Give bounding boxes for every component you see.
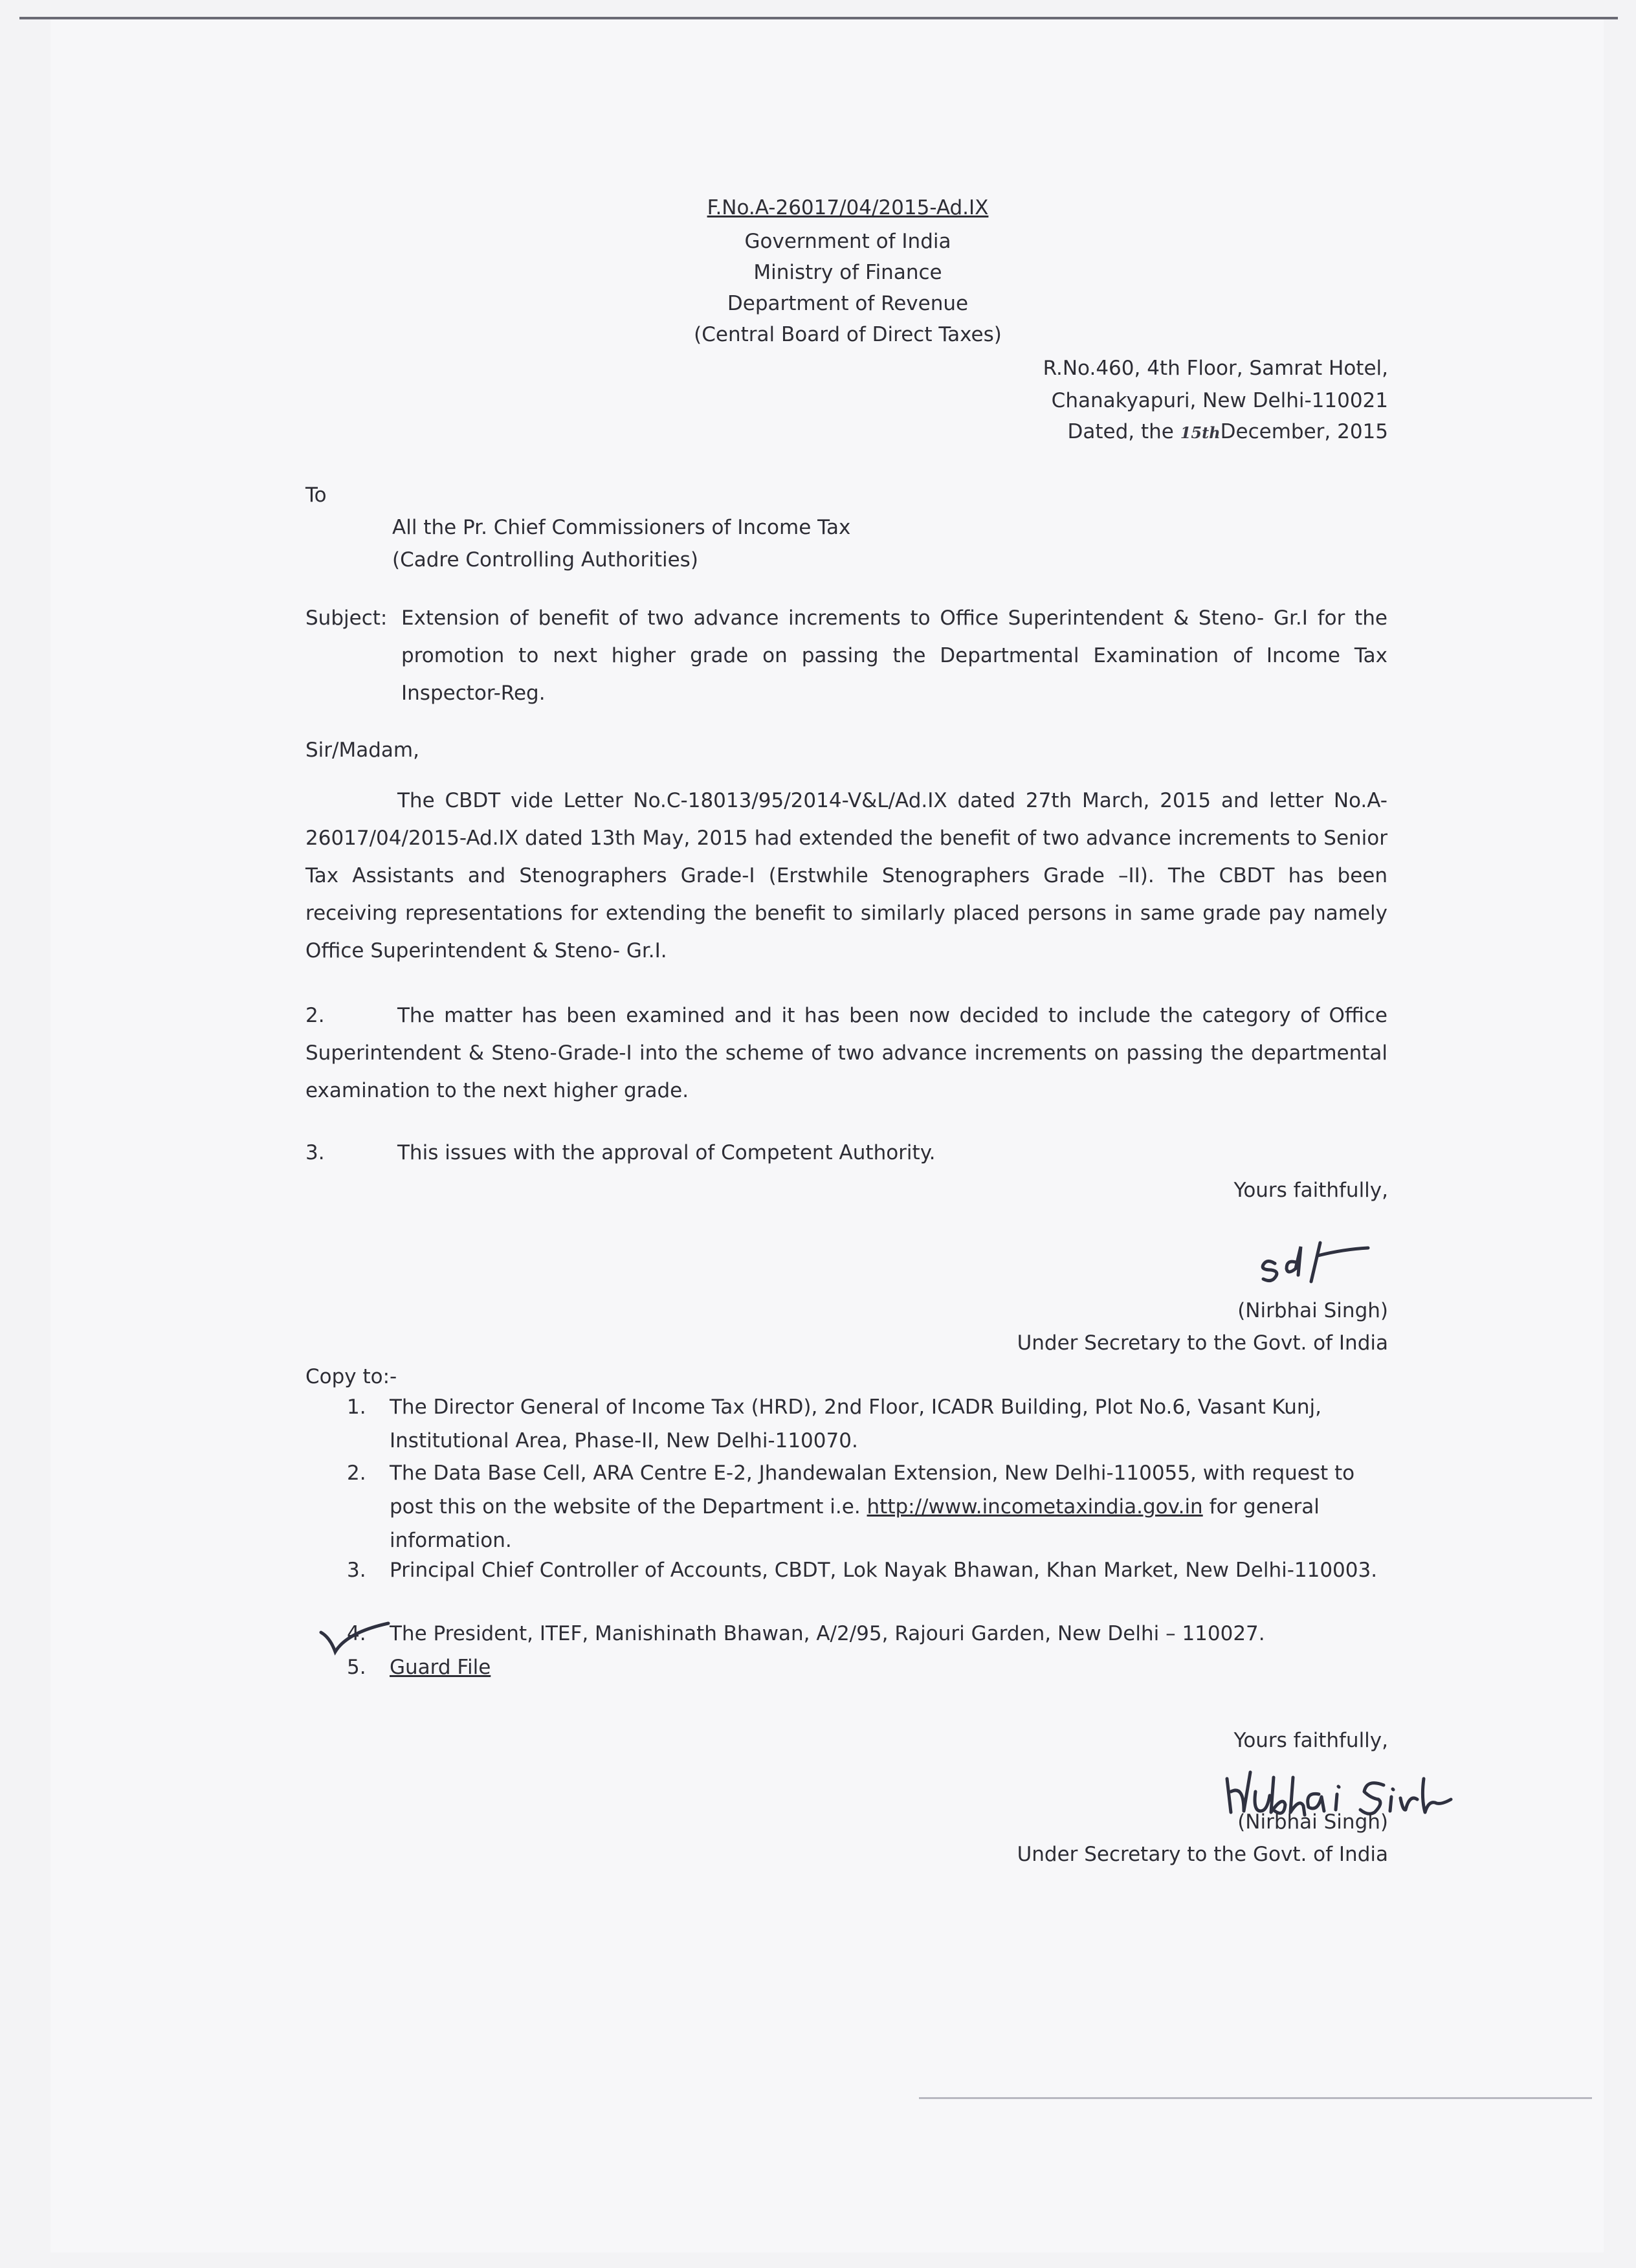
org-line-1: Government of India (744, 230, 951, 253)
paragraph-2-number: 2. (305, 1004, 325, 1027)
dated-prefix: Dated, the (1067, 420, 1174, 443)
closing-2-name: (Nirbhai Singh) (1237, 1810, 1388, 1834)
copy-to-label: Copy to:- (305, 1365, 397, 1388)
copy-to-item-2-number: 2. (347, 1462, 366, 1485)
addressee-line-2: (Cadre Controlling Authorities) (392, 548, 698, 572)
closing-1-designation: Under Secretary to the Govt. of India (1017, 1331, 1388, 1355)
copy-to-item-5-text: Guard File (390, 1656, 491, 1679)
closing-1-name: (Nirbhai Singh) (1237, 1299, 1388, 1322)
dated-suffix: December, 2015 (1220, 420, 1388, 443)
copy-to-item-3-number: 3. (347, 1559, 366, 1582)
copy-to-item-1-number: 1. (347, 1395, 366, 1419)
copy-to-item-2-text (390, 1456, 1399, 1557)
org-line-3: Department of Revenue (727, 292, 969, 315)
copy-to-item-2-text-after: for general information. (390, 1495, 1320, 1552)
closing-2-designation: Under Secretary to the Govt. of India (1017, 1843, 1388, 1866)
body-paragraph-3: This issues with the approval of Competent Authority. (397, 1141, 936, 1164)
dated-handwritten-day: 15th (1180, 423, 1221, 442)
subject-text: Extension of benefit of two advance increments to Office Superintendent & Steno- Gr.I for the promotion to next higher grade on passing the Departmental Examination of Income Tax Inspector-Reg. (401, 606, 1387, 705)
file-number: F.No.A-26017/04/2015-Ad.IX (707, 196, 989, 219)
address-line-2: Chanakyapuri, New Delhi-110021 (1051, 389, 1388, 412)
signature-sd-icon (1255, 1236, 1372, 1288)
closing-2-yours-faithfully: Yours faithfully, (1233, 1729, 1388, 1752)
to-label: To (305, 484, 327, 507)
paragraph-3-number: 3. (305, 1141, 325, 1164)
copy-to-item-1-text: The Director General of Income Tax (HRD), 2nd Floor, ICADR Building, Plot No.6, Vasant Kunj, Institutional Area, Phase-II, New Delhi-110070. (390, 1395, 1321, 1452)
salutation: Sir/Madam, (305, 739, 419, 762)
copy-to-item-3-text: Principal Chief Controller of Accounts, CBDT, Lok Nayak Bhawan, Khan Market, New Delhi-110003. (390, 1559, 1378, 1582)
copy-to-item-4-number: 4. (347, 1622, 366, 1645)
website-link[interactable]: http://www.incometaxindia.gov.in (867, 1495, 1203, 1518)
address-line-1: R.No.460, 4th Floor, Samrat Hotel, (1043, 357, 1388, 380)
body-paragraph-1: The CBDT vide Letter No.C-18013/95/2014-V&L/Ad.IX dated 27th March, 2015 and letter No.A-26017/04/2015-Ad.IX dated 13th May, 2015 had extended the benefit of two advance increments to Senior Tax Assistants and Stenographers Grade-I (Erstwhile Stenographers Grade –II). The CBDT has been receiving representations for extending the benefit to similarly placed persons in same grade pay namely Office Superintendent & Steno- Gr.I. (305, 789, 1387, 962)
org-line-4: (Central Board of Direct Taxes) (694, 323, 1002, 346)
addressee-line-1: All the Pr. Chief Commissioners of Income Tax (392, 516, 851, 539)
top-rule (19, 17, 1618, 19)
copy-to-item-4-text: The President, ITEF, Manishinath Bhawan, A/2/95, Rajouri Garden, New Delhi – 110027. (390, 1622, 1265, 1645)
org-line-2: Ministry of Finance (753, 261, 942, 284)
dated-line (906, 413, 1388, 452)
body-paragraph-2: The matter has been examined and it has been now decided to include the category of Office Superintendent & Steno-Grade-I into the scheme of two advance increments on passing the departmental examination to the next higher grade. (305, 1004, 1387, 1102)
copy-to-item-2-text-before: The Data Base Cell, ARA Centre E-2, Jhandewalan Extension, New Delhi-110055, with request to post this on the website of the Department i.e. (390, 1462, 1355, 1518)
copy-to-item-5-number: 5. (347, 1656, 366, 1679)
bottom-rule (919, 2097, 1592, 2099)
subject-label: Subject: (305, 606, 388, 630)
closing-1-yours-faithfully: Yours faithfully, (1233, 1179, 1388, 1202)
